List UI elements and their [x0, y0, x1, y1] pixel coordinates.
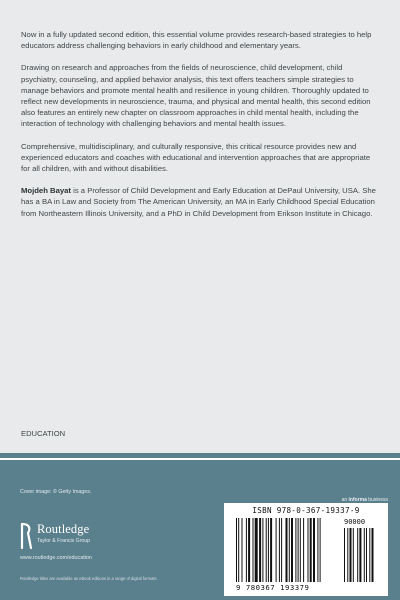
barcode-bar [320, 518, 321, 582]
description-paragraph-1: Now in a fully updated second edition, this essential volume provides research-based strategies to help educators address challenging behaviors in early childhood and elementary years. [21, 30, 372, 51]
barcode-bar [289, 518, 290, 582]
publisher-url: www.routledge.com/education [20, 555, 92, 561]
barcode-bar [295, 518, 296, 582]
barcode-bar [246, 518, 247, 582]
barcode-addon-bar [372, 528, 374, 582]
barcode-bar [262, 518, 263, 582]
ean-first-digit: 9 [236, 583, 241, 592]
barcode-bar [279, 518, 280, 582]
description-body [21, 29, 379, 230]
publisher-logo [20, 521, 140, 551]
barcode-addon-bar [347, 528, 348, 582]
informa-prefix: an [341, 497, 349, 503]
isbn-barcode [224, 503, 388, 596]
barcode-bar [242, 518, 243, 582]
barcode-addon-bar [344, 528, 345, 582]
barcode-bar [270, 518, 272, 582]
divider-rule [0, 458, 400, 460]
barcode-bar [286, 518, 288, 582]
barcode-bar [238, 518, 239, 582]
barcode-bar [298, 518, 299, 582]
price-addon-digits: 90000 [344, 518, 366, 526]
barcode-bar [266, 518, 267, 582]
barcode-bar [313, 518, 315, 582]
barcode-bar [281, 518, 282, 582]
barcode-addon-bar [353, 528, 354, 582]
author-name: Mojdeh Bayat [21, 186, 71, 196]
barcode-bar [253, 518, 254, 582]
author-bio-text: is a Professor of Child Development and Early Education at DePaul University, USA. She has a BA in Law and Society from The American University, an MA in Early Childhood Special Education from Northeastern Illinois University, and a PhD in Child Development from Erikson Institute in Chicago. [21, 186, 376, 218]
publisher-name: Routledge [37, 522, 90, 536]
barcode-addon-bar [364, 528, 365, 582]
publisher-group: Taylor & Francis Group [37, 538, 91, 544]
barcode-bar [308, 518, 309, 582]
barcode-bar [291, 518, 293, 582]
cover-image-credit: Cover image: © Getty Images. [20, 489, 92, 495]
description-paragraph-3: Comprehensive, multidisciplinary, and culturally responsive, this critical resource provides new and experienced educators and coaches with educational and intervention approaches that are appropriate for all children, with and without disabilities. [21, 141, 371, 174]
subject-category: EDUCATION [21, 429, 66, 438]
barcode-addon-bar [357, 528, 358, 582]
description-paragraph-2: Drawing on research and approaches from the fields of neuroscience, child development, child psychiatry, counseling, and applied behavior analysis, this text offers teachers simple strategies to manage behaviors and promote mental health and resilience in young children. Thoroughly updated to reflect new developments in neuroscience, trauma, and physical and mental health, this second edition also features an entirely new chapter on classroom approaches in child mental health, including the interaction of technology with challenging behaviors and mental health issues. [21, 63, 371, 129]
barcode-addon-bar [369, 528, 370, 582]
barcode-bar [248, 518, 250, 582]
barcode-addon-bar [366, 528, 367, 582]
barcode-addon-bar [359, 528, 361, 582]
ean-left-group: 780367 [245, 583, 276, 592]
barcode-bar [317, 518, 318, 582]
author-bio [21, 185, 379, 219]
barcode-bar [236, 518, 237, 582]
informa-brand: informa [348, 497, 367, 503]
routledge-logo-icon [20, 522, 33, 550]
ebook-footnote: Routledge titles are available as eBook editions in a range of digital formats [20, 576, 157, 581]
barcode-addon-bar [350, 528, 352, 582]
ean-right-group: 193379 [280, 583, 310, 592]
barcode-bar [259, 518, 261, 582]
isbn-text: ISBN 978-0-367-19337-9 [252, 506, 360, 515]
barcode-bar [255, 518, 258, 582]
barcode-bar [300, 518, 301, 582]
ean-digits [236, 583, 309, 592]
barcode-bar [310, 518, 312, 582]
barcode-bar [276, 518, 277, 582]
informa-suffix: business [366, 497, 388, 503]
barcode-bar [303, 518, 304, 582]
barcode-bar [268, 518, 269, 582]
